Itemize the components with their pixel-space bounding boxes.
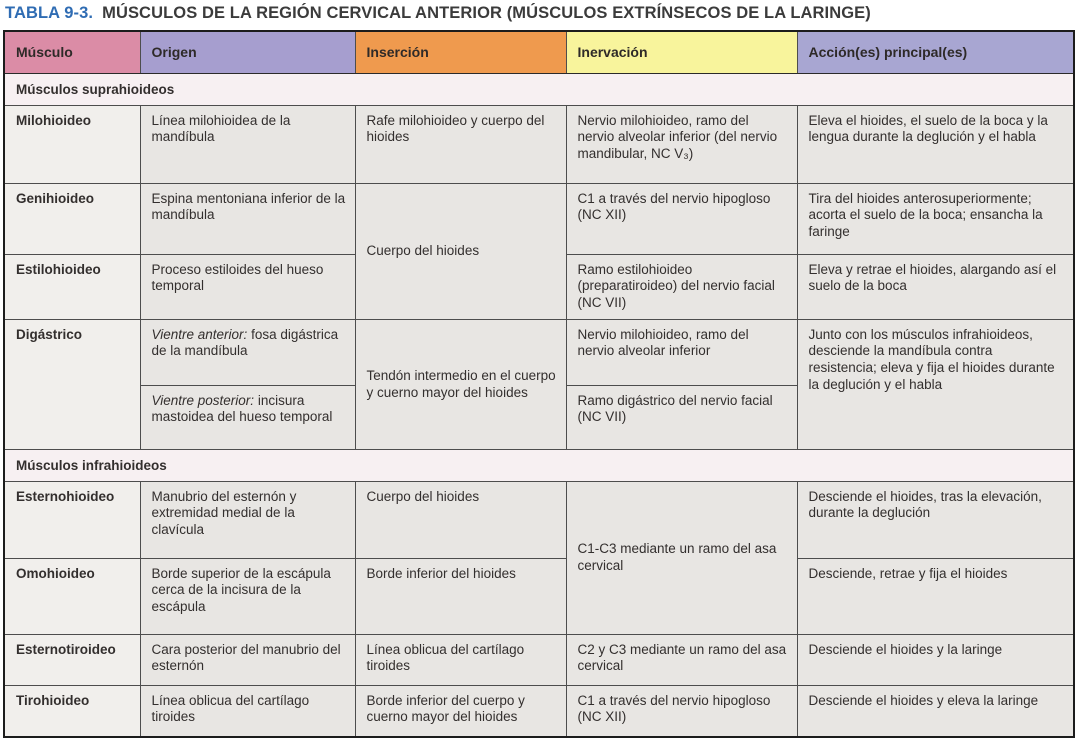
section-label-suprahioideos: Músculos suprahioideos (4, 73, 1074, 105)
header-row (4, 31, 1074, 73)
vientre-anterior-text: fosa digástrica de la mandíbula (151, 326, 339, 359)
cell-estilohioideo-muscle: Estilohioideo (4, 254, 140, 319)
table-row-esternohioideo (4, 481, 1074, 558)
muscles-table (3, 30, 1075, 738)
table-row-tirohioideo (4, 685, 1074, 737)
cell-tirohioideo-origen: Línea oblicua del cartílago tiroides (140, 685, 355, 737)
vientre-posterior-text: incisura mastoidea del hueso temporal (151, 392, 333, 425)
cell-digastrico-inervacion-posterior: Ramo digástrico del nervio facial (NC VII) (566, 385, 797, 449)
cell-digastrico-insercion: Tendón intermedio en el cuerpo y cuerno mayor del hioides (355, 319, 566, 449)
cell-milohioideo-insercion: Rafe milohioideo y cuerpo del hioides (355, 105, 566, 183)
cell-milohioideo-origen: Línea milohioidea de la mandíbula (140, 105, 355, 183)
cell-tirohioideo-insercion: Borde inferior del cuerpo y cuerno mayor del hioides (355, 685, 566, 737)
cell-esternohioideo-insercion: Cuerpo del hioides (355, 481, 566, 558)
cell-milohioideo-accion: Eleva el hioides, el suelo de la boca y la lengua durante la deglución y el habla (797, 105, 1074, 183)
cell-esternohioideo-accion: Desciende el hioides, tras la elevación, durante la deglución (797, 481, 1074, 558)
col-header-inervacion: Inervación (566, 31, 797, 73)
vientre-anterior-label: Vientre anterior: (151, 326, 248, 342)
table-title (5, 4, 1074, 23)
cell-milohioideo-inervacion: Nervio milohioideo, ramo del nervio alveolar inferior (del nervio mandibular, NC V₃) (566, 105, 797, 183)
cell-genihioideo-origen: Espina mentoniana inferior de la mandíbula (140, 183, 355, 254)
cell-estilohioideo-inervacion: Ramo estilohioideo (preparatiroideo) del nervio facial (NC VII) (566, 254, 797, 319)
cell-omohioideo-insercion: Borde inferior del hioides (355, 558, 566, 634)
cell-tirohioideo-accion: Desciende el hioides y eleva la laringe (797, 685, 1074, 737)
cell-genihioideo-muscle: Genihioideo (4, 183, 140, 254)
cell-digastrico-origen-posterior (140, 385, 355, 449)
table-number: TABLA 9-3. (5, 4, 94, 22)
cell-milohioideo-muscle: Milohioideo (4, 105, 140, 183)
cell-digastrico-inervacion-anterior: Nervio milohioideo, ramo del nervio alveolar inferior (566, 319, 797, 385)
cell-esternotiroideo-insercion: Línea oblicua del cartílago tiroides (355, 634, 566, 685)
cell-digastrico-accion: Junto con los músculos infrahioideos, desciende la mandíbula contra resistencia; eleva y fija el hioides durante la deglución y el habla (797, 319, 1074, 449)
cell-esternohioideo-omohioideo-inervacion: C1-C3 mediante un ramo del asa cervical (566, 481, 797, 634)
col-header-musculo: Músculo (4, 31, 140, 73)
table-row-esternotiroideo (4, 634, 1074, 685)
table-row-genihioideo (4, 183, 1074, 254)
cell-estilohioideo-origen: Proceso estiloides del hueso temporal (140, 254, 355, 319)
cell-digastrico-muscle: Digástrico (4, 319, 140, 449)
cell-omohioideo-accion: Desciende, retrae y fija el hioides (797, 558, 1074, 634)
cell-esternotiroideo-muscle: Esternotiroideo (4, 634, 140, 685)
col-header-accion: Acción(es) principal(es) (797, 31, 1074, 73)
vientre-posterior-label: Vientre posterior: (151, 392, 255, 408)
cell-omohioideo-origen: Borde superior de la escápula cerca de la incisura de la escápula (140, 558, 355, 634)
section-label-infrahioideos: Músculos infrahioideos (4, 449, 1074, 481)
cell-esternotiroideo-inervacion: C2 y C3 mediante un ramo del asa cervical (566, 634, 797, 685)
section-row-infrahioideos (4, 449, 1074, 481)
cell-genihioideo-estilohioideo-insercion: Cuerpo del hioides (355, 183, 566, 319)
cell-estilohioideo-accion: Eleva y retrae el hioides, alargando así el suelo de la boca (797, 254, 1074, 319)
cell-esternotiroideo-accion: Desciende el hioides y la laringe (797, 634, 1074, 685)
section-row-suprahioideos (4, 73, 1074, 105)
cell-esternohioideo-muscle: Esternohioideo (4, 481, 140, 558)
cell-genihioideo-inervacion: C1 a través del nervio hipogloso (NC XII) (566, 183, 797, 254)
cell-omohioideo-muscle: Omohioideo (4, 558, 140, 634)
cell-tirohioideo-muscle: Tirohioideo (4, 685, 140, 737)
col-header-insercion: Inserción (355, 31, 566, 73)
table-row-milohioideo (4, 105, 1074, 183)
cell-esternohioideo-origen: Manubrio del esternón y extremidad medial de la clavícula (140, 481, 355, 558)
table-row-digastrico-anterior (4, 319, 1074, 385)
cell-esternotiroideo-origen: Cara posterior del manubrio del esternón (140, 634, 355, 685)
table-row-omohioideo (4, 558, 1074, 634)
cell-digastrico-origen-anterior (140, 319, 355, 385)
cell-tirohioideo-inervacion: C1 a través del nervio hipogloso (NC XII) (566, 685, 797, 737)
col-header-origen: Origen (140, 31, 355, 73)
table-caption: MÚSCULOS DE LA REGIÓN CERVICAL ANTERIOR (MÚSCULOS EXTRÍNSECOS DE LA LARINGE) (102, 4, 871, 22)
cell-genihioideo-accion: Tira del hioides anterosuperiormente; acorta el suelo de la boca; ensancha la faringe (797, 183, 1074, 254)
